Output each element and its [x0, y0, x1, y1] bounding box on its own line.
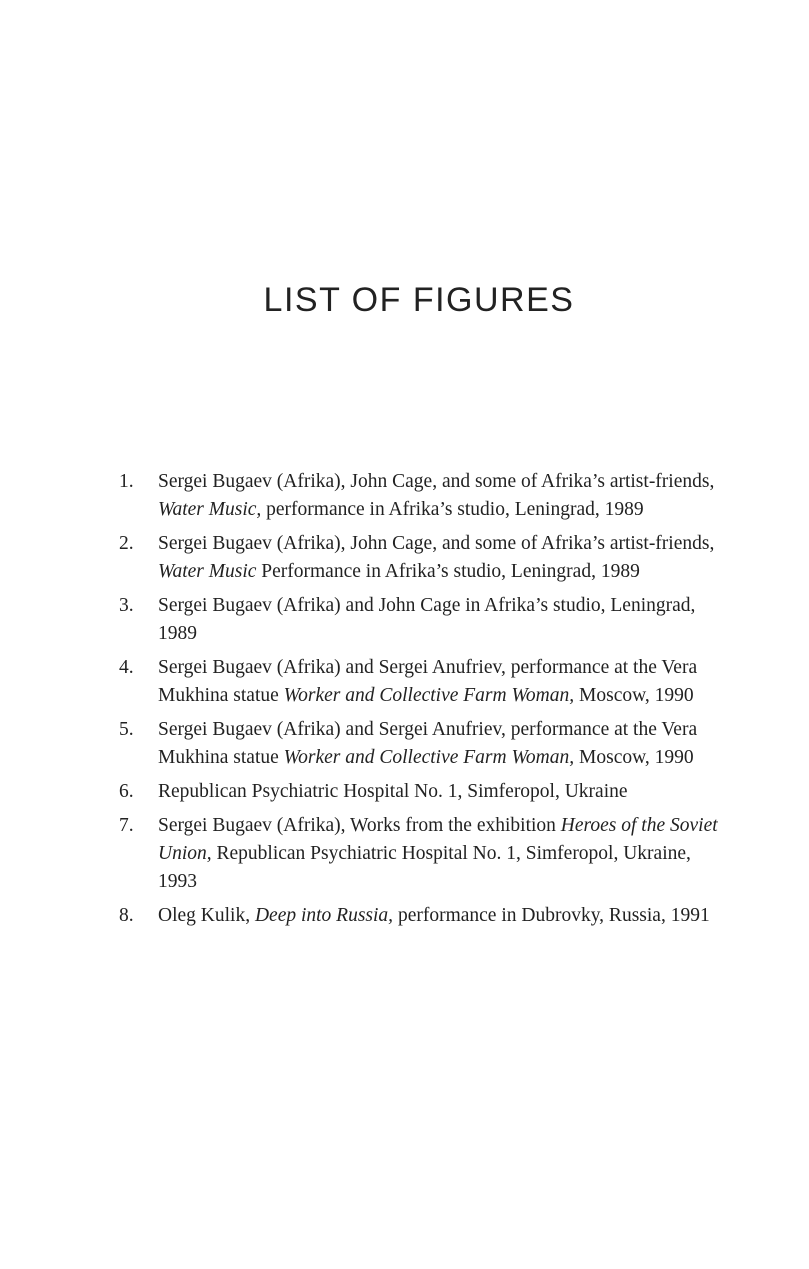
figure-entry	[119, 468, 729, 524]
caption-italic-title: Water Music	[158, 561, 257, 582]
figure-number: 5.	[119, 719, 134, 740]
figure-number: 2.	[119, 533, 134, 554]
figure-entry	[119, 902, 729, 930]
figure-list	[119, 468, 729, 936]
figure-caption	[158, 902, 729, 930]
caption-text: Sergei Bugaev (Afrika) and Sergei Anufriev, performance at the Vera Mukhina statue	[158, 657, 698, 706]
caption-italic-title: Deep into Russia,	[254, 905, 394, 926]
figure-caption	[158, 778, 729, 806]
caption-text: Moscow, 1990	[574, 685, 694, 706]
figure-caption	[158, 530, 729, 586]
figure-number: 4.	[119, 657, 134, 678]
figure-caption	[158, 592, 729, 648]
figure-entry	[119, 716, 729, 772]
figure-entry	[119, 654, 729, 710]
page-title: LIST OF FIGURES	[263, 281, 575, 319]
figure-number: 7.	[119, 815, 134, 836]
caption-text: Sergei Bugaev (Afrika), Works from the exhibition	[158, 815, 561, 836]
caption-text: Sergei Bugaev (Afrika) and John Cage in Afrika’s studio, Leningrad, 1989	[158, 595, 696, 644]
figure-number: 6.	[119, 781, 134, 802]
figure-caption	[158, 716, 729, 772]
caption-text: Sergei Bugaev (Afrika), John Cage, and some of Afrika’s artist-friends,	[158, 533, 715, 554]
figure-entry	[119, 778, 729, 806]
figure-number: 1.	[119, 471, 134, 492]
figure-caption	[158, 812, 729, 896]
figure-number: 3.	[119, 595, 134, 616]
caption-italic-title: Water Music,	[158, 499, 262, 520]
caption-text: Oleg Kulik,	[158, 905, 255, 926]
figure-entry	[119, 592, 729, 648]
caption-italic-title: Worker and Collective Farm Woman,	[283, 747, 575, 768]
figure-entry	[119, 812, 729, 896]
figure-caption	[158, 468, 729, 524]
caption-text: performance in Afrika’s studio, Leningrad, 1989	[261, 499, 644, 520]
caption-italic-title: Heroes of the Soviet Union,	[158, 815, 718, 864]
caption-text: performance in Dubrovky, Russia, 1991	[393, 905, 710, 926]
caption-text: Republican Psychiatric Hospital No. 1, Simferopol, Ukraine, 1993	[158, 843, 691, 892]
caption-text: Republican Psychiatric Hospital No. 1, Simferopol, Ukraine	[158, 781, 628, 802]
caption-text: Performance in Afrika’s studio, Leningrad, 1989	[256, 561, 640, 582]
caption-text: Moscow, 1990	[574, 747, 694, 768]
caption-text: Sergei Bugaev (Afrika), John Cage, and some of Afrika’s artist-friends,	[158, 471, 715, 492]
figure-caption	[158, 654, 729, 710]
figure-number: 8.	[119, 905, 134, 926]
caption-italic-title: Worker and Collective Farm Woman,	[283, 685, 575, 706]
caption-text: Sergei Bugaev (Afrika) and Sergei Anufriev, performance at the Vera Mukhina statue	[158, 719, 698, 768]
figure-entry	[119, 530, 729, 586]
